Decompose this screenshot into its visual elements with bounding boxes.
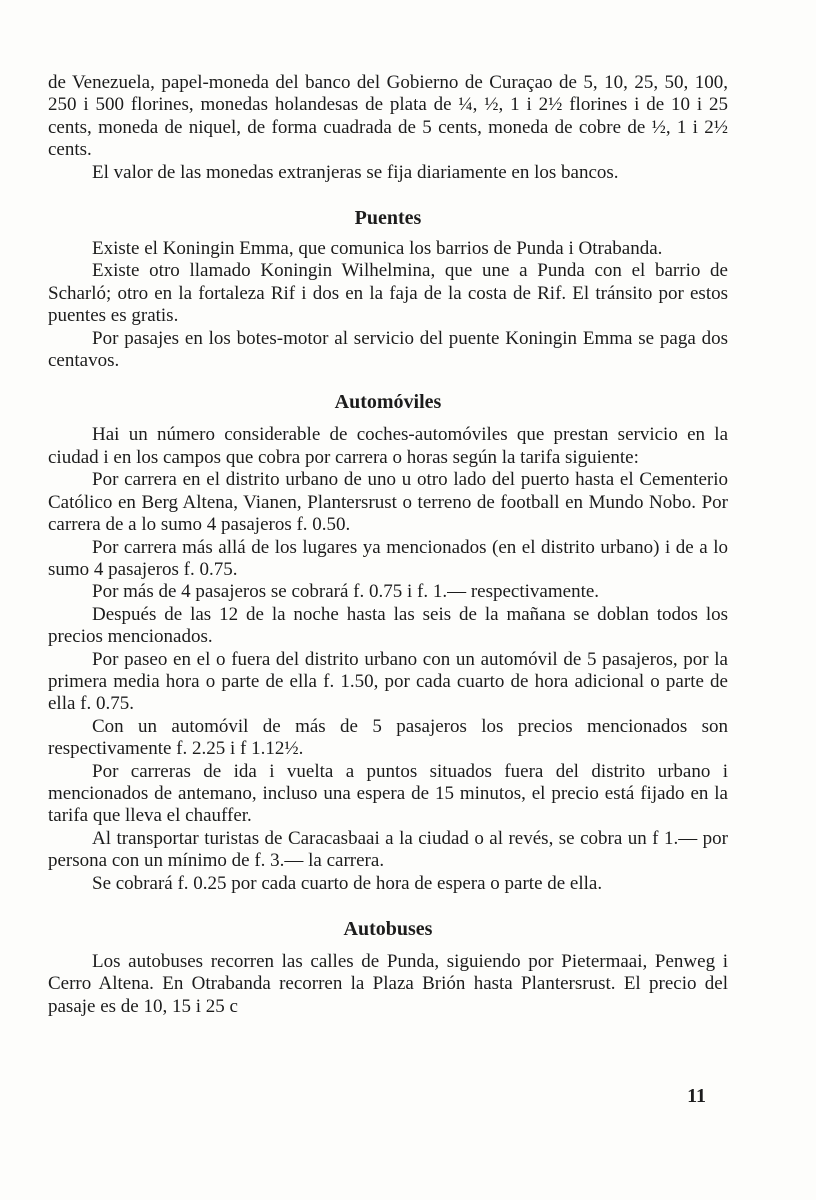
automoviles-paragraph: Por carrera en el distrito urbano de uno u otro lado del puerto hasta el Cementerio Católico en Berg Altena, Vianen, Plantersrust o terreno de football en Mundo Nobo. Por carrera de a lo sumo 4 pasajeros f. 0.50.	[48, 469, 728, 536]
intro-paragraph-currency: de Venezuela, papel-moneda del banco del Gobierno de Curaçao de 5, 10, 25, 50, 100, 250 i 500 florines, monedas holandesas de plata de ¼, ½, 1 i 2½ florines i de 10 i 25 cents, moneda de niquel, de forma cuadrada de 5 cents, moneda de cobre de ½, 1 i 2½ cents.	[48, 72, 728, 161]
automoviles-paragraph: Después de las 12 de la noche hasta las seis de la mañana se doblan todos los precios mencionados.	[48, 603, 728, 648]
autobuses-paragraph: Los autobuses recorren las calles de Punda, siguiendo por Pietermaai, Penweg i Cerro Altena. En Otrabanda recorren la Plaza Brión hasta Plantersrust. El precio del pasaje es de 10, 15 i 25 c	[48, 951, 728, 1017]
intro-paragraph-exchange: El valor de las monedas extranjeras se fija diariamente en los bancos.	[92, 161, 619, 183]
automoviles-paragraph: Hai un número considerable de coches-automóviles que prestan servicio en la ciudad i en los campos que cobra por carrera o horas según la tarifa siguiente:	[48, 424, 728, 468]
automoviles-paragraph: Por carrera más allá de los lugares ya mencionados (en el distrito urbano) i de a lo sumo 4 pasajeros f. 0.75.	[48, 536, 728, 580]
automoviles-paragraph: Por más de 4 pasajeros se cobrará f. 0.75 i f. 1.— respectivamente.	[92, 581, 600, 603]
puentes-paragraph: Existe el Koningin Emma, que comunica los barrios de Punda i Otrabanda.	[92, 238, 663, 260]
automoviles-paragraph: Por carreras de ida i vuelta a puntos situados fuera del distrito urbano i mencionados de antemano, incluso una espera de 15 minutos, el precio está fijado en la tarifa que lleva el chauffer.	[48, 760, 728, 827]
puentes-paragraph: Existe otro llamado Koningin Wilhelmina, que une a Punda con el barrio de Scharló; otro en la fortaleza Rif i dos en la faja de la costa de Rif. El tránsito por estos puentes es gratis.	[48, 260, 728, 327]
section-heading-puentes: Puentes	[354, 207, 422, 230]
automoviles-paragraph: Con un automóvil de más de 5 pasajeros los precios mencionados son respectivamente f. 2.25 i f 1.12½.	[48, 715, 728, 760]
section-heading-automoviles: Automóviles	[334, 391, 442, 414]
automoviles-paragraph: Se cobrará f. 0.25 por cada cuarto de hora de espera o parte de ella.	[92, 872, 603, 894]
section-heading-autobuses: Autobuses	[343, 918, 433, 940]
automoviles-paragraph: Al transportar turistas de Caracasbaai a la ciudad o al revés, se cobra un f 1.— por persona con un mínimo de f. 3.— la carrera.	[48, 827, 728, 872]
automoviles-paragraph: Por paseo en el o fuera del distrito urbano con un automóvil de 5 pasajeros, por la primera media hora o parte de ella f. 1.50, por cada cuarto de hora adicional o parte de ella f. 0.75.	[48, 648, 728, 715]
page-number: 11	[687, 1085, 706, 1107]
puentes-paragraph: Por pasajes en los botes-motor al servicio del puente Koningin Emma se paga dos centavos.	[48, 327, 728, 372]
